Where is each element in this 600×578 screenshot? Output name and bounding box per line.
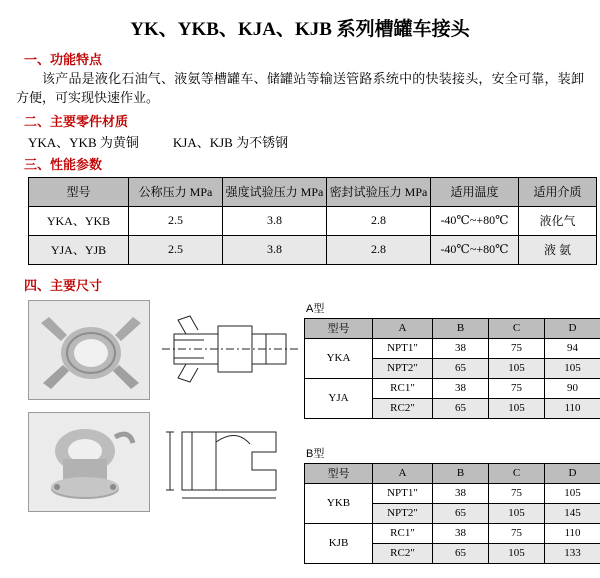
table-row [305,378,600,398]
cell-a: NPT2" [373,503,433,523]
table-row [305,523,600,543]
cell-model: YKA、YKB [29,206,129,235]
features-paragraph: 该产品是液化石油气、液氨等槽罐车、储罐站等输送管路系统中的快装接头，安全可靠，装卸方便，可实现快速作业。 [16,70,584,108]
cell-b: 38 [433,523,489,543]
dim-block-a [304,300,600,419]
photo-b-graphic [29,413,149,511]
cell-b: 65 [433,503,489,523]
table-row [29,235,597,264]
col-header-model: 型号 [305,318,373,338]
cell-a: NPT2" [373,358,433,378]
cell-model: YJA、YJB [29,235,129,264]
cell-medium: 液化气 [519,206,597,235]
col-header-d: D [545,318,600,338]
cell-strength-test-pressure: 3.8 [223,235,327,264]
photo-a-graphic [29,301,149,399]
cell-d: 145 [545,503,600,523]
cell-d: 110 [545,523,600,543]
cell-c: 105 [489,503,545,523]
table-row [305,483,600,503]
cell-c: 105 [489,543,545,563]
cell-c: 105 [489,358,545,378]
materials-stainless: KJA、KJB 为不锈钢 [173,135,288,150]
table-row [305,338,600,358]
col-header-c: C [489,318,545,338]
performance-table [28,177,597,265]
section-heading-materials: 二、主要零件材质 [24,111,586,130]
dimension-tables [304,300,600,578]
cell-strength-test-pressure: 3.8 [223,206,327,235]
cell-b: 65 [433,543,489,563]
cell-c: 75 [489,338,545,358]
cell-a: NPT1" [373,483,433,503]
cell-a: RC2" [373,398,433,418]
cell-c: 75 [489,483,545,503]
col-header-seal-test-pressure: 密封试验压力 MPa [327,177,431,206]
cell-nominal-pressure: 2.5 [129,206,223,235]
dim-block-a-label: A型 [306,300,600,316]
table-row [29,206,597,235]
col-header-a: A [373,463,433,483]
cell-temperature: -40℃~+80℃ [431,235,519,264]
col-header-nominal-pressure: 公称压力 MPa [129,177,223,206]
cell-d: 105 [545,483,600,503]
cell-b: 38 [433,483,489,503]
cell-a: NPT1" [373,338,433,358]
cell-d: 110 [545,398,600,418]
col-header-model: 型号 [305,463,373,483]
cell-a: RC1" [373,523,433,543]
cell-c: 75 [489,523,545,543]
dimension-table-b [304,463,600,564]
cell-b: 65 [433,358,489,378]
cell-c: 75 [489,378,545,398]
cell-d: 105 [545,358,600,378]
dim-block-b [304,445,600,564]
col-header-medium: 适用介质 [519,177,597,206]
cell-b: 38 [433,338,489,358]
drawing-a-graphic [156,300,306,398]
cell-d: 133 [545,543,600,563]
cell-a: RC1" [373,378,433,398]
cell-d: 90 [545,378,600,398]
page-title: YK、YKB、KJA、KJB 系列槽罐车接头 [14,14,586,41]
materials-brass: YKA、YKB 为黄铜 [28,135,139,150]
line-drawing-b [156,412,276,510]
cell-model: YJA [305,378,373,418]
cell-seal-test-pressure: 2.8 [327,235,431,264]
col-header-b: B [433,318,489,338]
section-heading-features: 一、功能特点 [24,49,586,68]
col-header-b: B [433,463,489,483]
cell-d: 94 [545,338,600,358]
cell-seal-test-pressure: 2.8 [327,206,431,235]
cell-temperature: -40℃~+80℃ [431,206,519,235]
cell-model: KJB [305,523,373,563]
product-photo-a [28,300,150,400]
cell-a: RC2" [373,543,433,563]
cell-b: 65 [433,398,489,418]
dimensions-area [14,300,586,512]
col-header-c: C [489,463,545,483]
col-header-model: 型号 [29,177,129,206]
table-header-row [305,463,600,483]
cell-model: YKB [305,483,373,523]
col-header-temperature: 适用温度 [431,177,519,206]
cell-medium: 液 氨 [519,235,597,264]
col-header-strength-test-pressure: 强度试验压力 MPa [223,177,327,206]
materials-line [28,132,586,151]
table-header-row [29,177,597,206]
dim-block-b-label: B型 [306,445,600,461]
cell-nominal-pressure: 2.5 [129,235,223,264]
col-header-d: D [545,463,600,483]
table-header-row [305,318,600,338]
col-header-a: A [373,318,433,338]
section-heading-dimensions: 四、主要尺寸 [24,275,586,294]
cell-b: 38 [433,378,489,398]
cell-c: 105 [489,398,545,418]
section-heading-performance: 三、性能参数 [24,154,586,173]
drawing-b-graphic [156,412,306,510]
dimension-table-a [304,318,600,419]
cell-model: YKA [305,338,373,378]
product-photo-b [28,412,150,512]
line-drawing-a [156,300,276,398]
